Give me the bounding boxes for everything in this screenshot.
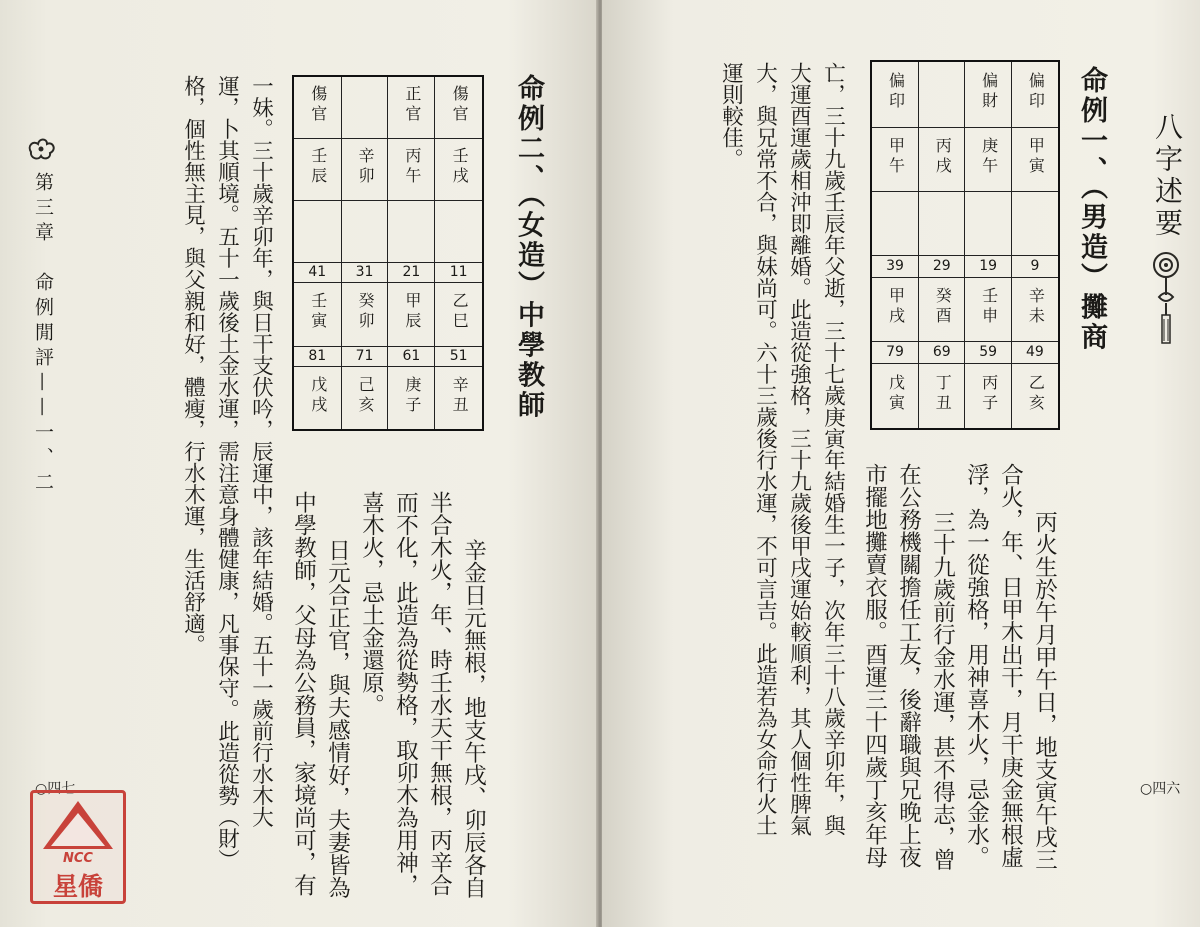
text-column: 喜木火，忌土金還原。 (358, 491, 385, 716)
chart-cell-age: 39 (871, 255, 919, 277)
chart-cell-pillar: 壬戌 (435, 138, 483, 200)
chart-cell-age: 71 (341, 346, 388, 366)
chart-cell-luck: 辛丑 (435, 366, 483, 430)
case-heading: 命例一、（男造）攤商 (1076, 66, 1107, 353)
page-number: ○四六 (1140, 781, 1181, 797)
chart-cell-luck: 丁丑 (919, 363, 965, 429)
text-column: 日元合正官，與夫感情好，夫妻皆為 (324, 516, 351, 899)
chart-cell-pillar: 甲寅 (1011, 127, 1059, 191)
chart-cell-luck: 甲辰 (388, 282, 435, 346)
chart-cell-age: 31 (341, 262, 388, 282)
text-column: 一妹。三十歲辛卯年，與日干支伏吟，辰運中，該年結婚。五十一歲前行水木大 (248, 75, 274, 828)
text-column: 亡，三十九歲壬辰年父逝，三十七歲庚寅年結婚生一子，次年三十八歲辛卯年，與 (820, 62, 846, 836)
text-column: 格，個性無主見，與父親和好，體瘦，行水木運，生活舒適。 (180, 75, 206, 656)
text-column: 而不化，此造為從勢格，取卯木為用神， (392, 491, 419, 896)
text-column: 丙火生於午月甲午日，地支寅午戌三 (1031, 488, 1058, 871)
bazi-chart (292, 75, 484, 431)
text-column: 運則較佳。 (718, 62, 744, 170)
case-heading: 命例二、（女造）中學教師 (513, 74, 544, 421)
chart-cell-age: 19 (965, 255, 1011, 277)
text-column: 辛金日元無根，地支午戌、卯辰各自 (460, 516, 487, 899)
chart-cell-age: 51 (435, 346, 483, 366)
chart-cell-luck: 戊戌 (293, 366, 341, 430)
chart-cell-age: 61 (388, 346, 435, 366)
chart-cell-empty (388, 200, 435, 262)
chart-cell-luck: 戊寅 (871, 363, 919, 429)
left-page (0, 0, 598, 927)
chart-cell-empty (341, 200, 388, 262)
text-column: 合火，年、日甲木出干，月干庚金無根虛 (997, 463, 1024, 868)
chart-cell-age: 59 (965, 341, 1011, 363)
text-column: 中學教師，父母為公務員，家境尚可，有 (290, 491, 317, 896)
chart-cell-luck: 癸酉 (919, 277, 965, 341)
chart-cell-age: 79 (871, 341, 919, 363)
chart-cell-pillar: 甲午 (871, 127, 919, 191)
chart-cell-pillar: 丙戌 (919, 127, 965, 191)
text-column: 大運酉運歲相沖即離婚。此造從強格，三十九歲後甲戌運始較順利，其人個性脾氣 (786, 62, 812, 836)
chart-cell-empty (435, 200, 483, 262)
chart-cell-pillar: 庚午 (965, 127, 1011, 191)
page-number: ○四七 (35, 781, 76, 797)
chart-cell-luck: 己亥 (341, 366, 388, 430)
chart-cell-age: 9 (1011, 255, 1059, 277)
running-head: 第三章 命例閒評——一、二 (32, 172, 54, 497)
chart-cell-age: 49 (1011, 341, 1059, 363)
chart-cell-header: 偏財 (965, 61, 1011, 127)
chart-cell-header: 傷官 (293, 76, 341, 138)
chart-cell-empty (965, 191, 1011, 255)
chart-cell-empty (293, 200, 341, 262)
chart-cell-empty (871, 191, 919, 255)
cloud-ornament-icon (27, 138, 55, 166)
chart-cell-age: 41 (293, 262, 341, 282)
chart-cell-empty (1011, 191, 1059, 255)
chart-cell-header: 偏印 (871, 61, 919, 127)
text-column: 浮，為一從強格，用神喜木火，忌金水。 (963, 463, 990, 868)
text-column: 在公務機關擔任工友，後辭職與兄晚上夜 (895, 463, 922, 868)
chart-cell-age: 21 (388, 262, 435, 282)
stamp-name: 星僑 (52, 872, 103, 901)
chart-cell-pillar: 壬辰 (293, 138, 341, 200)
chart-cell-luck: 乙亥 (1011, 363, 1059, 429)
right-page (602, 0, 1200, 927)
flower-ornament-icon (1151, 245, 1181, 359)
chart-cell-empty (919, 191, 965, 255)
stamp-letters: NCC (63, 851, 93, 866)
text-column: 大，與兄常不合，與妹尚可。六十三歲後行水運，不可言吉。此造若為女命行火土 (752, 62, 778, 836)
chart-cell-luck: 壬申 (965, 277, 1011, 341)
chart-cell-luck: 乙巳 (435, 282, 483, 346)
chart-cell-header (919, 61, 965, 127)
text-column: 運，卜其順境。五十一歲後土金水運，需注意身體健康，凡事保守。此造從勢（財） (214, 75, 240, 871)
chart-cell-luck: 辛未 (1011, 277, 1059, 341)
text-column: 三十九歲前行金水運，甚不得志，曾 (929, 488, 956, 871)
chart-cell-age: 11 (435, 262, 483, 282)
chart-cell-luck: 癸卯 (341, 282, 388, 346)
text-column: 半合木火，年、時壬水天干無根，丙辛合 (426, 491, 453, 896)
chart-cell-age: 69 (919, 341, 965, 363)
chart-cell-luck: 壬寅 (293, 282, 341, 346)
chart-cell-header: 偏印 (1011, 61, 1059, 127)
text-column: 市擺地攤賣衣服。酉運三十四歲丁亥年母 (861, 463, 888, 868)
chart-cell-header: 傷官 (435, 76, 483, 138)
ncc-stamp (30, 790, 126, 904)
bazi-chart (870, 60, 1060, 430)
running-head: 八字述要 (1151, 112, 1184, 240)
chart-cell-age: 29 (919, 255, 965, 277)
chart-cell-header (341, 76, 388, 138)
chart-cell-luck: 庚子 (388, 366, 435, 430)
chart-cell-pillar: 丙午 (388, 138, 435, 200)
chart-cell-luck: 丙子 (965, 363, 1011, 429)
chart-cell-luck: 甲戌 (871, 277, 919, 341)
chart-cell-header: 正官 (388, 76, 435, 138)
chart-cell-pillar: 辛卯 (341, 138, 388, 200)
chart-cell-age: 81 (293, 346, 341, 366)
